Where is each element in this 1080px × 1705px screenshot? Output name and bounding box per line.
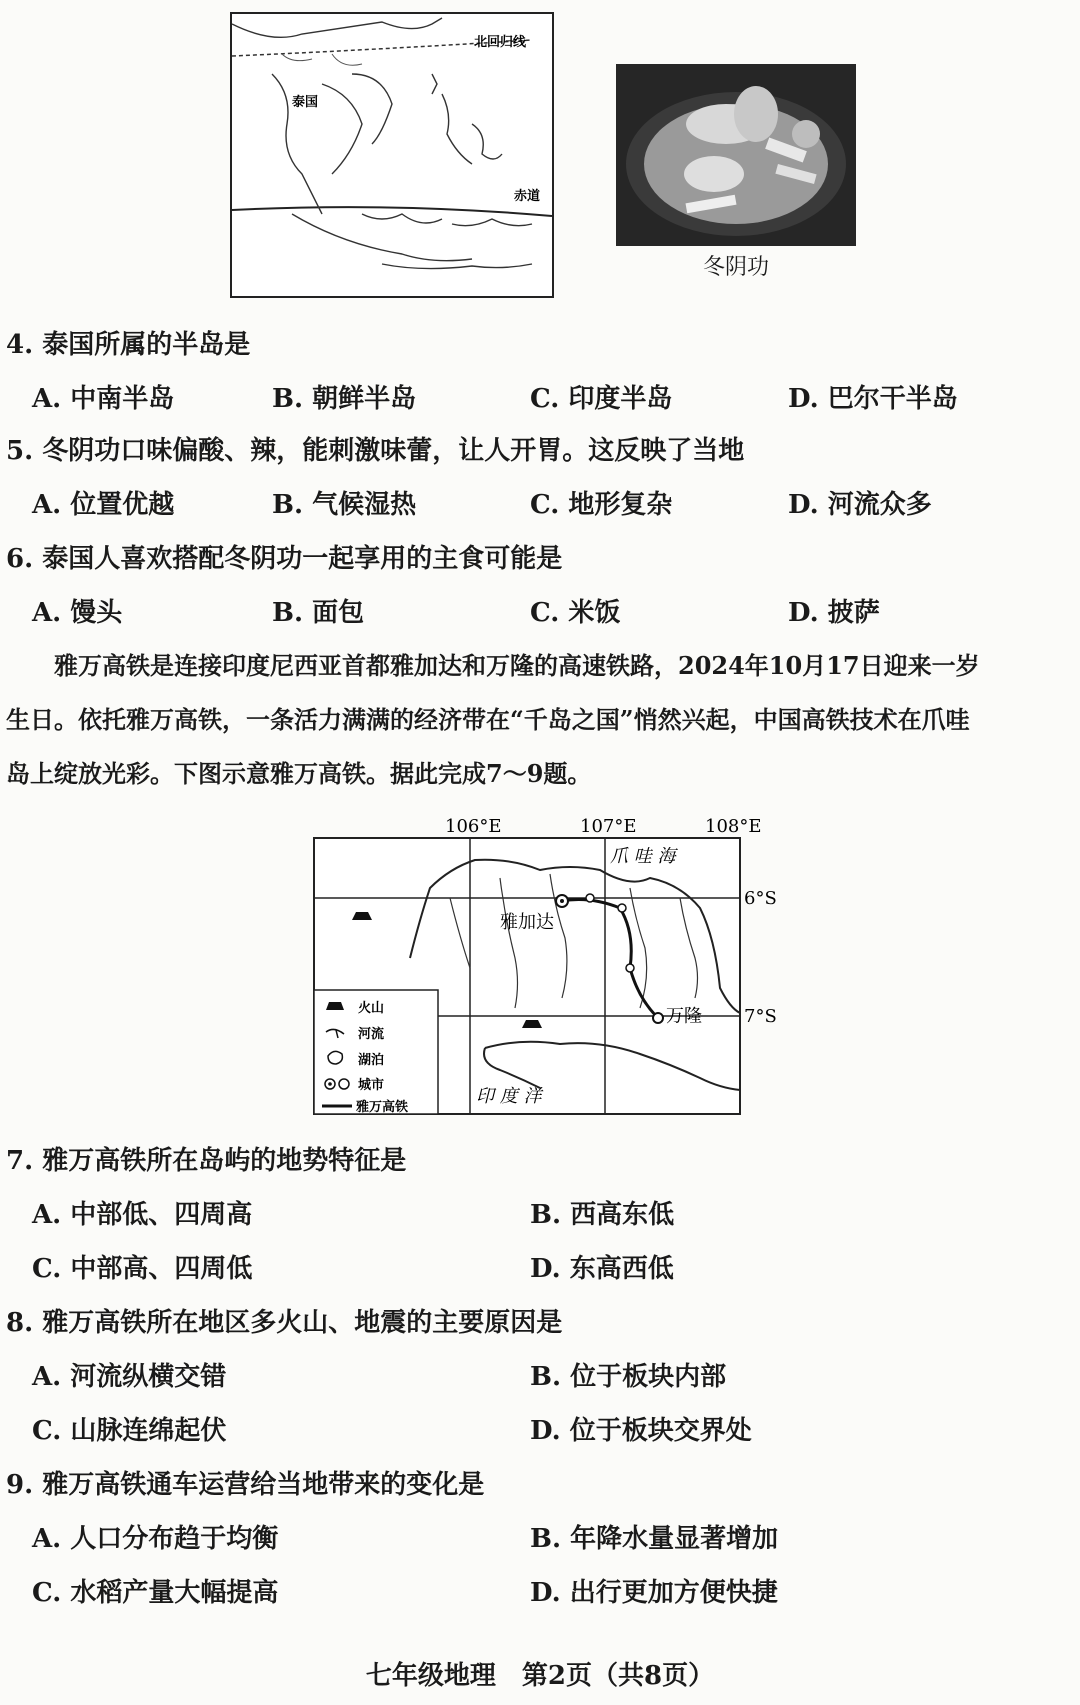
bandung-city-marker [653,1013,663,1023]
question-8-option-c[interactable]: C. 山脉连绵起伏 [32,1416,227,1446]
question-6-option-c[interactable]: C. 米饭 [530,598,621,628]
lon-label-106: 106°E [445,816,502,837]
passage-line-3: 岛上绽放光彩。下图示意雅万高铁。据此完成7～9题。 [6,759,592,788]
lon-label-108: 108°E [705,816,762,837]
lat-label-7s: 7°S [744,1006,777,1027]
question-8-option-a[interactable]: A. 河流纵横交错 [32,1362,227,1392]
question-8-option-d[interactable]: D. 位于板块交界处 [530,1416,752,1446]
jakarta-bandung-map-drawing [300,808,780,1118]
label-bandung: 万隆 [666,1006,702,1027]
jakarta-bandung-map [300,808,780,1118]
question-6-option-a[interactable]: A. 馒头 [32,598,123,628]
question-4-option-a[interactable]: A. 中南半岛 [32,384,175,414]
question-7-stem: 7. 雅万高铁所在岛屿的地势特征是 [6,1146,407,1176]
question-7-option-a[interactable]: A. 中部低、四周高 [32,1200,253,1230]
map-legend [314,990,438,1115]
question-9-option-b[interactable]: B. 年降水量显著增加 [530,1524,779,1554]
question-7-option-d[interactable]: D. 东高西低 [530,1254,674,1284]
question-4-option-c[interactable]: C. 印度半岛 [530,384,673,414]
question-4-option-d[interactable]: D. 巴尔干半岛 [788,384,958,414]
question-7-option-b[interactable]: B. 西高东低 [530,1200,675,1230]
question-4-stem: 4. 泰国所属的半岛是 [6,330,251,360]
question-5-option-d[interactable]: D. 河流众多 [788,490,932,520]
label-thailand: 泰国 [292,95,319,110]
southeast-asia-map [230,12,554,298]
question-5-option-b[interactable]: B. 气候湿热 [272,490,417,520]
question-6-stem: 6. 泰国人喜欢搭配冬阴功一起享用的主食可能是 [6,544,563,574]
question-6-option-b[interactable]: B. 面包 [272,598,365,628]
southeast-asia-map-drawing [232,14,552,296]
legend-volcano: 火山 [358,1001,385,1016]
lat-label-6s: 6°S [744,888,777,909]
question-9-option-d[interactable]: D. 出行更加方便快捷 [530,1578,778,1608]
question-5-option-c[interactable]: C. 地形复杂 [530,490,673,520]
question-9-option-c[interactable]: C. 水稻产量大幅提高 [32,1578,279,1608]
question-8-stem: 8. 雅万高铁所在地区多火山、地震的主要原因是 [6,1308,563,1338]
legend-lake: 湖泊 [358,1053,385,1068]
question-5-option-a[interactable]: A. 位置优越 [32,490,175,520]
question-8-option-b[interactable]: B. 位于板块内部 [530,1362,727,1392]
question-9-stem: 9. 雅万高铁通车运营给当地带来的变化是 [6,1470,485,1500]
lon-label-107: 107°E [580,816,637,837]
label-equator: 赤道 [514,189,541,204]
question-7-option-c[interactable]: C. 中部高、四周低 [32,1254,253,1284]
tom-yum-photo [616,64,856,246]
legend-railway: 雅万高铁 [356,1100,409,1115]
legend-city: 城市 [358,1078,385,1093]
label-jakarta: 雅加达 [500,912,554,933]
label-java-sea: 爪 哇 海 [610,846,676,867]
question-4-option-b[interactable]: B. 朝鲜半岛 [272,384,417,414]
legend-river: 河流 [358,1027,385,1042]
page-footer: 七年级地理 第2页（共8页） [365,1661,715,1691]
photo-caption: 冬阴功 [702,255,769,280]
passage-line-2: 生日。依托雅万高铁，一条活力满满的经济带在“千岛之国”悄然兴起，中国高铁技术在爪哇 [6,705,970,734]
question-6-option-d[interactable]: D. 披萨 [788,598,880,628]
label-tropic-of-cancer: 北回归线 [474,35,527,50]
passage-line-1: 雅万高铁是连接印度尼西亚首都雅加达和万隆的高速铁路，2024年10月17日迎来一岁 [6,651,980,680]
question-9-option-a[interactable]: A. 人口分布趋于均衡 [32,1524,279,1554]
question-5-stem: 5. 冬阴功口味偏酸、辣，能刺激味蕾，让人开胃。这反映了当地 [6,436,745,466]
label-indian-ocean: 印 度 洋 [476,1086,542,1107]
